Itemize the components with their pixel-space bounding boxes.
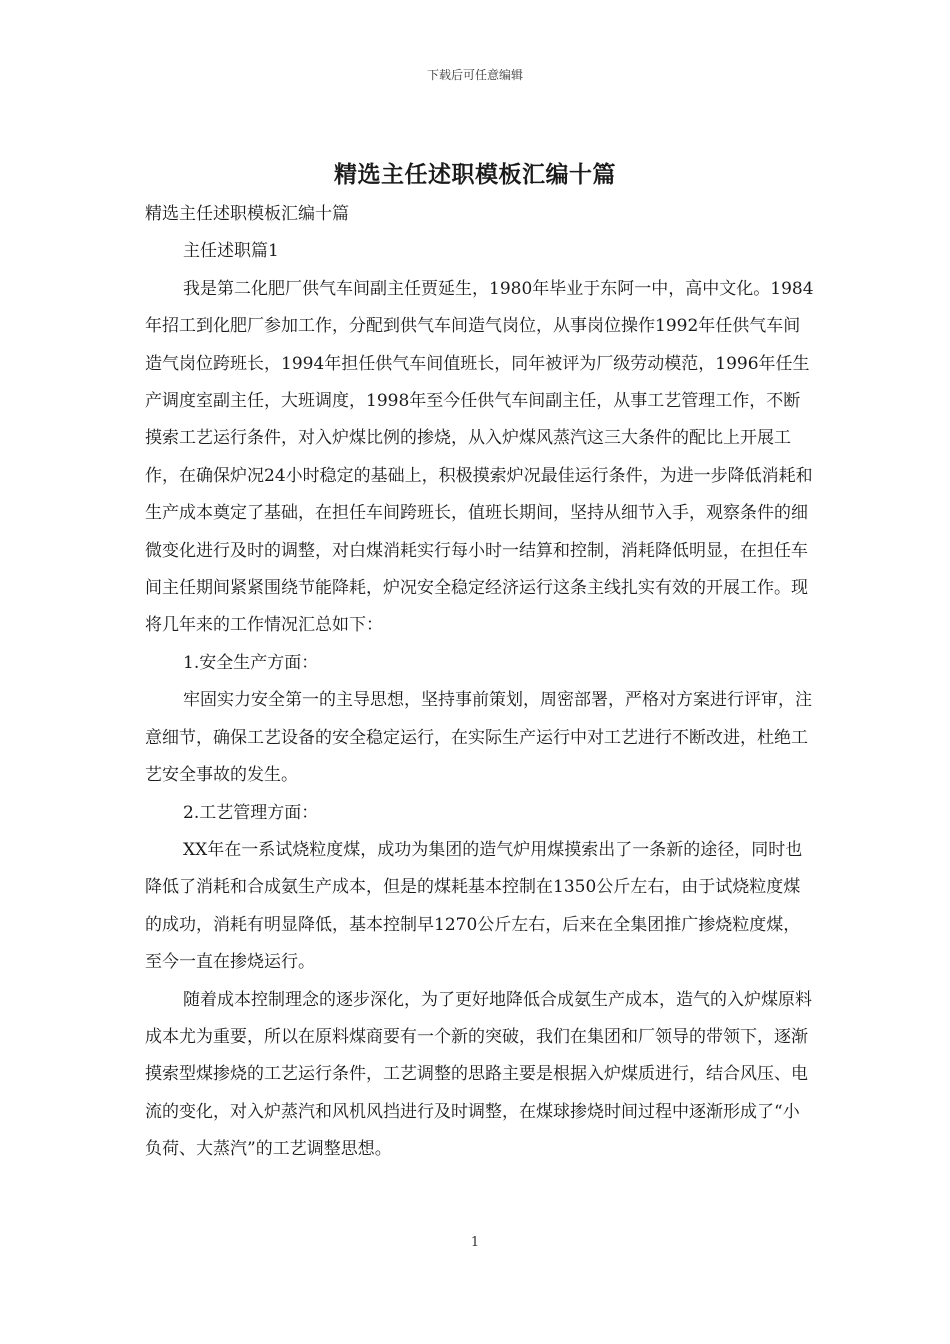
paragraph: 精选主任述职模板汇编十篇 — [145, 204, 349, 224]
document-title: 精选主任述职模板汇编十篇 — [334, 161, 616, 188]
paragraph: 我是第二化肥厂供气车间副主任贾延生，1980年毕业于东阿一中，高中文化。1984年招工到化肥厂参加工作，分配到供气车间造气岗位，从事岗位操作1992年任供气车间造气岗位跨班长，1994年担任供气车间值班长，同年被评为厂级劳动模范，1996年任生产调度室副主任，大班调度，1998年至今任供气车间副主任，从事工艺管理工作，不断摸索工艺运行条件，对入炉煤比例的掺烧，从入炉煤风蒸汽这三大条件的配比上开展工作，在确保炉况24小时稳定的基础上，积极摸索炉况最佳运行条件，为进一步降低消耗和生产成本奠定了基础，在担任车间跨班长，值班长期间，坚持从细节入手，观察条件的细微变化进行及时的调整，对白煤消耗实行每小时一结算和控制，消耗降低明显，在担任车间主任期间紧紧围绕节能降耗，炉况安全稳定经济运行这条主线扎实有效的开展工作。现将几年来的工作情况汇总如下： — [145, 278, 814, 636]
paragraph: 1.安全生产方面： — [183, 652, 319, 673]
header-note: 下载后可任意编辑 — [426, 68, 523, 82]
paragraph: 2.工艺管理方面： — [183, 802, 319, 823]
paragraph: 牢固实力安全第一的主导思想，坚持事前策划，周密部署，严格对方案进行评审，注意细节，确保工艺设备的安全稳定运行，在实际生产运行中对工艺进行不断改进，杜绝工艺安全事故的发生。 — [145, 690, 812, 786]
paragraph: 主任述职篇1 — [183, 241, 279, 262]
document-body — [145, 196, 815, 1169]
page-number: 1 — [470, 1235, 480, 1250]
paragraph: 随着成本控制理念的逐步深化，为了更好地降低合成氨生产成本，造气的入炉煤原料成本尤为重要，所以在原料煤商要有一个新的突破，我们在集团和厂领导的带领下，逐渐摸索型煤掺烧的工艺运行条件，工艺调整的思路主要是根据入炉煤质进行，结合风压、电流的变化，对入炉蒸汽和风机风挡进行及时调整，在煤球掺烧时间过程中逐渐形成了“小负荷、大蒸汽”的工艺调整思想。 — [145, 989, 812, 1160]
paragraph: XX年在一系试烧粒度煤，成功为集团的造气炉用煤摸索出了一条新的途径，同时也降低了消耗和合成氨生产成本，但是的煤耗基本控制在1350公斤左右，由于试烧粒度煤的成功，消耗有明显降低，基本控制早1270公斤左右，后来在全集团推广掺烧粒度煤，至今一直在掺烧运行。 — [145, 839, 803, 973]
